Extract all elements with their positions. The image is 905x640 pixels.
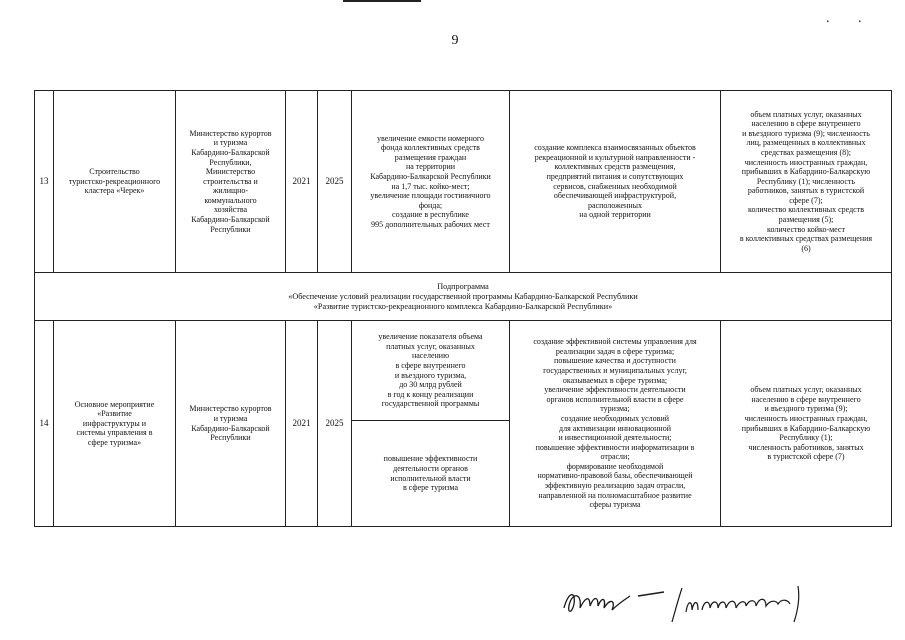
indicators: объем платных услуг, оказанных населению в сфере внутреннего и въездного туризма (9); численность иностранных граждан, прибывших в Кабардино-Балкарскую Республику (1); численность работников, занятых в туристской сфере (7) bbox=[721, 321, 892, 527]
measure-name: Основное мероприятие «Развитие инфраструктуры и системы управления в сфере туризма» bbox=[54, 321, 176, 527]
expected-result: увеличение показателя объема платных услуг, оказанных населению в сфере внутреннего и въездного туризма, до 30 млрд рублей в год к концу реализации государственной программы bbox=[352, 321, 510, 421]
expected-result: повышение эффективности деятельности органов исполнительной власти в сфере туризма bbox=[352, 421, 510, 527]
subprogram-title-line: «Развитие туристско-рекреационного комплекса Кабардино-Балкарской Республики» bbox=[313, 301, 613, 311]
subprogram-label: Подпрограмма bbox=[437, 281, 489, 291]
year-end: 2025 bbox=[318, 91, 352, 273]
year-end: 2025 bbox=[318, 321, 352, 527]
subprogram-title-line: «Обеспечение условий реализации государственной программы Кабардино-Балкарской Республики bbox=[288, 291, 638, 301]
subprogram-header bbox=[35, 273, 892, 321]
executor: Министерство курортов и туризма Кабардино-Балкарской Республики bbox=[176, 321, 286, 527]
scan-speck: . bbox=[826, 11, 830, 26]
indicators: объем платных услуг, оказанных населению в сфере внутреннего и въездного туризма (9); численность лиц, размещенных в коллективных средствах размещения (8); численность иностранных граждан, прибывших в Кабардино-Балкарскую Республику (1); численность работников, занятых в туристской сфере (7); количество коллективных средств размещения (5); количество койко-мест в коллективных средствах размещения (6) bbox=[721, 91, 892, 273]
expected-result: увеличение емкости номерного фонда коллективных средств размещения граждан на территории Кабардино-Балкарской Республики на 1,7 тыс. койко-мест; увеличение площади гостиничного фонда; создание в республике 995 дополнительных рабочих мест bbox=[352, 91, 510, 273]
page-number: 9 bbox=[451, 33, 459, 48]
year-start: 2021 bbox=[286, 91, 318, 273]
table-row bbox=[35, 91, 892, 273]
main-content: создание эффективной системы управления для реализации задач в сфере туризма; повышение качества и доступности государственных и муниципальных услуг, оказываемых в сфере туризма; увеличение эффективности деятельности органов исполнительной власти в сфере туризма; создание необходимых условий для активизации инновационной и инвестиционной деятельности; повышение эффективности информатизации в отрасли; формирование необходимой нормативно-правовой базы, обеспечивающей эффективную реализацию задач отрасли, направленной на полномасштабное развитие сферы туризма bbox=[510, 321, 721, 527]
measure-name: Строительство туристско-рекреационного кластера «Черек» bbox=[54, 91, 176, 273]
signature bbox=[560, 578, 820, 633]
executor: Министерство курортов и туризма Кабардино-Балкарской Республики, Министерство строительства и жилищно- коммунального хозяйства Кабардино-Балкарской Республики bbox=[176, 91, 286, 273]
scan-speck: . bbox=[858, 11, 862, 26]
handwritten-signature-icon bbox=[560, 578, 820, 628]
program-table bbox=[34, 90, 892, 527]
year-start: 2021 bbox=[286, 321, 318, 527]
main-content: создание комплекса взаимосвязанных объектов рекреационной и культурной направленности - коллективных средств размещения, предприятий питания и сопутствующих сервисов, снабженных необходимой обеспечивающей инфраструктурой, расположенных на одной территории bbox=[510, 91, 721, 273]
subprogram-row bbox=[35, 273, 892, 321]
table-row bbox=[35, 321, 892, 421]
top-edge-line bbox=[343, 0, 421, 2]
row-number: 13 bbox=[35, 91, 54, 273]
row-number: 14 bbox=[35, 321, 54, 527]
